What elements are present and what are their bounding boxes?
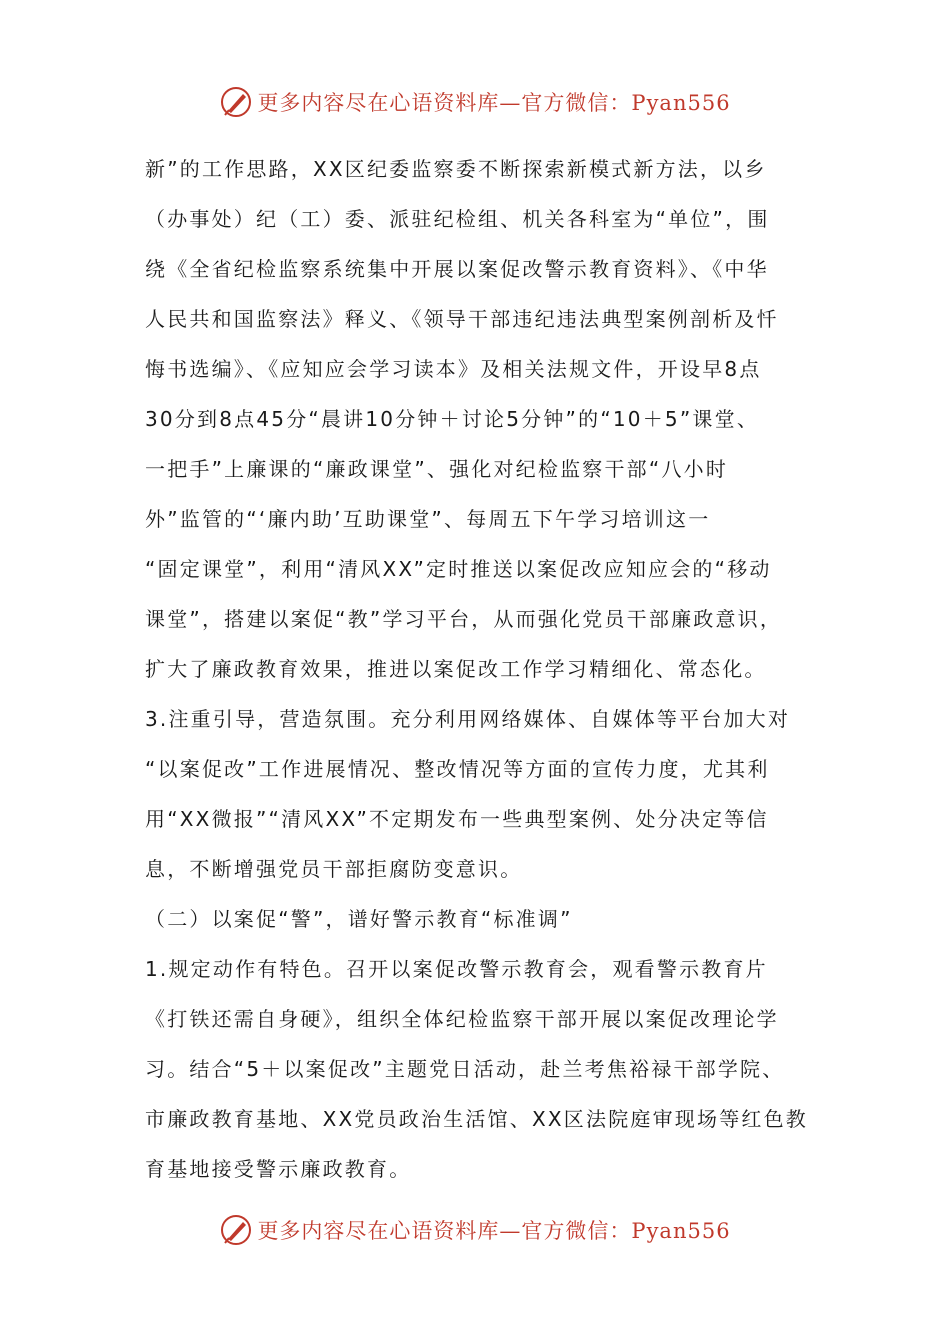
text-line: 1.规定动作有特色。召开以案促改警示教育会，观看警示教育片 <box>145 957 768 981</box>
quill-pen-logo-icon <box>219 85 253 119</box>
text-line: 外”监管的“‘廉内助’互助课堂”、每周五下午学习培训这一 <box>145 507 711 531</box>
text-line: 习。结合“5＋以案促改”主题党日活动，赴兰考焦裕禄干部学院、 <box>145 1057 785 1081</box>
text-line: （办事处）纪（工）委、派驻纪检组、机关各科室为“单位”，围 <box>145 207 770 231</box>
banner-text: 更多内容尽在心语资料库—官方微信：Pyan556 <box>257 91 731 115</box>
text-line: 人民共和国监察法》释义、《领导干部违纪违法典型案例剖析及忏 <box>145 307 779 331</box>
quill-pen-logo-icon <box>219 1213 253 1247</box>
header-banner <box>0 82 950 122</box>
text-line: “以案促改”工作进展情况、整改情况等方面的宣传力度，尤其利 <box>145 757 770 781</box>
text-line: 3.注重引导，营造氛围。充分利用网络媒体、自媒体等平台加大对 <box>145 707 791 731</box>
text-line: “固定课堂”，利用“清风XX”定时推送以案促改应知应会的“移动 <box>145 557 772 581</box>
text-line: 息，不断增强党员干部拒腐防变意识。 <box>145 857 523 881</box>
text-line: 悔书选编》、《应知应会学习读本》及相关法规文件，开设早8点 <box>145 357 762 381</box>
text-line: 市廉政教育基地、XX党员政治生活馆、XX区法院庭审现场等红色教 <box>145 1107 809 1131</box>
banner-text: 更多内容尽在心语资料库—官方微信：Pyan556 <box>257 1219 731 1243</box>
text-line: 用“XX微报”“清风XX”不定期发布一些典型案例、处分决定等信 <box>145 807 769 831</box>
text-line: 扩大了廉政教育效果，推进以案促改工作学习精细化、常态化。 <box>145 657 767 681</box>
text-line: 绕《全省纪检监察系统集中开展以案促改警示教育资料》、《中华 <box>145 257 769 281</box>
footer-banner <box>0 1210 950 1250</box>
text-line: 《打铁还需自身硬》，组织全体纪检监察干部开展以案促改理论学 <box>145 1007 779 1031</box>
text-line: 30分到8点45分“晨讲10分钟＋讨论5分钟”的“10＋5”课堂、 <box>145 407 760 431</box>
section-heading: （二）以案促“警”，谱好警示教育“标准调” <box>145 907 573 931</box>
text-line: 新”的工作思路，XX区纪委监察委不断探索新模式新方法，以乡 <box>145 157 767 181</box>
document-body <box>145 146 825 1196</box>
text-line: 育基地接受警示廉政教育。 <box>145 1157 412 1181</box>
text-line: 一把手”上廉课的“廉政课堂”、强化对纪检监察干部“八小时 <box>145 457 729 481</box>
text-line: 课堂”，搭建以案促“教”学习平台，从而强化党员干部廉政意识， <box>145 607 783 631</box>
